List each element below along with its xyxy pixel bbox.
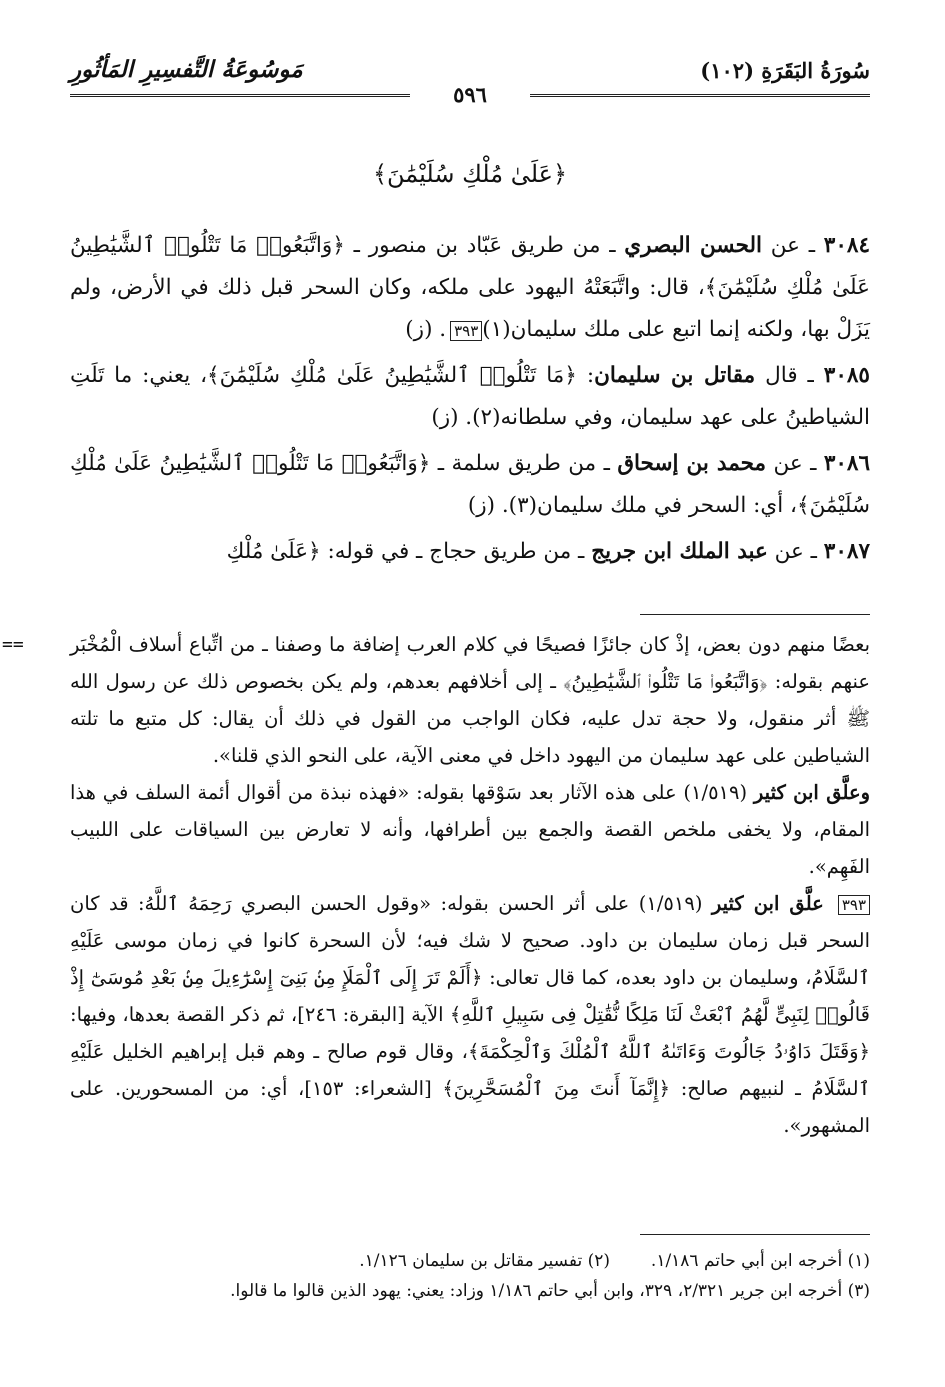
narrator-name: عبد الملك ابن جريج — [591, 539, 768, 564]
entry-3085 — [70, 355, 870, 439]
narrator-name: مقاتل بن سليمان — [594, 363, 756, 388]
entry-number: ٣٠٨٧ — [823, 539, 870, 564]
entry-3086 — [70, 443, 870, 527]
entry-prefix: ـ قال — [755, 363, 824, 388]
header-rule-left — [70, 94, 415, 97]
header-rule-right — [525, 94, 870, 97]
entry-number: ٣٠٨٦ — [823, 451, 871, 476]
commentary-prefix: علَّق — [779, 892, 834, 915]
commentary-block — [2, 626, 871, 1144]
cross-reference-box: ٣٩٣ — [450, 321, 482, 341]
entry-3084 — [70, 225, 870, 351]
book-title: مَوسُوعَةُ التَّفسِيرِ المَأثُورِ — [70, 56, 303, 83]
footnote-3: (٣) أخرجه ابن جرير ٢/٣٢١، ٣٢٩، وابن أبي حاتم ١/١٨٦ وزاد: يعني: يهود الذين قالوا ما قالوا. — [230, 1281, 870, 1301]
entry-prefix: ـ عن — [767, 539, 824, 564]
entry-text: : ﴿مَا تَتْلُوا۟ ٱلشَّيَٰطِينُ عَلَىٰ مُلْكِ سُلَيْمَٰنَ﴾، يعني: ما تَلَتِ الشياطينُ على عهد سليمان، وفي سلطانه(٢). (ز) — [70, 363, 870, 430]
commentator-name: ابن كثير — [711, 892, 780, 915]
page-number: ٥٩٦ — [410, 82, 530, 107]
commentary-paragraph-1: بعضًا منهم دون بعض، إذْ كان جائزًا فصيحًا في كلام العرب إضافة ما وصفنا ـ من اتِّباع أسلاف الْمُخْبَر عنهم بقوله: ﴿وَاتَّبَعُوا۟ مَا تَتْلُوا۟ ٱلشَّيَٰطِينُ﴾ ـ إلى أخلافهم بعدهم، ولم يكن بخصوص ذلك عن رسول الله ﷺ أثر منقول، ولا حجة تدل عليه، فكان الواجب من القول في ذلك أن يقال: كل متبع ما تلته الشياطين على عهد سليمان من اليهود داخل في معنى الآية، على النحو الذي قلنا». — [70, 633, 870, 767]
continuation-marker: == — [2, 634, 24, 655]
entry-text: ـ من طريق سلمة ـ ﴿وَاتَّبَعُوا۟ مَا تَتْلُوا۟ ٱلشَّيَٰطِينُ عَلَىٰ مُلْكِ سُلَيْمَٰنَ﴾، أي: السحر في ملك سليمان(٣). (ز) — [70, 451, 870, 518]
footnote-row — [70, 1246, 870, 1276]
entry-number: ٣٠٨٤ — [823, 233, 870, 258]
section-heading: ﴿عَلَىٰ مُلْكِ سُلَيْمَٰنَ﴾ — [372, 160, 568, 188]
commentary-text: (١/٥١٩) على أثر الحسن بقوله: «وقول الحسن البصري رَحِمَهُ ٱللَّهُ: قد كان السحر قبل زمان سليمان بن داود. صحيح لا شك فيه؛ لأن السحرة كانوا في زمان موسى عَلَيْهِ ٱلسَّلَامُ، وسليمان بن داود بعده، كما قال تعالى: ﴿أَلَمْ تَرَ إِلَى ٱلْمَلَإِ مِنۢ بَنِىٓ إِسْرَٰٓءِيلَ مِنۢ بَعْدِ مُوسَىٰٓ إِذْ قَالُوا۟ لِنَبِىٍّ لَّهُمُ ٱبْعَثْ لَنَا مَلِكًا نُّقَٰتِلْ فِى سَبِيلِ ٱللَّهِ﴾ الآية [البقرة: ٢٤٦]، ثم ذكر القصة بعدها، وفيها: ﴿وَقَتَلَ دَاوُۥدُ جَالُوتَ وَءَاتَىٰهُ ٱللَّهُ ٱلْمُلْكَ وَٱلْحِكْمَةَ﴾، وقال قوم صالح ـ وهم قبل إبراهيم الخليل عَلَيْهِ ٱلسَّلَامُ ـ لنبيهم صالح: ﴿إِنَّمَآ أَنتَ مِنَ ٱلْمُسَحَّرِينَ﴾ [الشعراء: ١٥٣]، أي: من المسحورين. على المشهور». — [70, 892, 871, 1137]
commentary-separator — [640, 614, 870, 615]
commentary-paragraph-3 — [70, 885, 870, 1144]
commentary-text: (١/٥١٩) على هذه الآثار بعد سَوْقها بقوله: «فهذه نبذة من أقوال أئمة السلف في هذا المقام، ولا يخفى ملخص القصة والجمع بين أطرافها، وأنه لا تعارض بين السياقات على اللبيب الفَهِم». — [70, 781, 870, 878]
entry-prefix: ـ عن — [766, 451, 824, 476]
footnotes — [70, 1246, 870, 1306]
footnote-separator — [640, 1234, 870, 1235]
page-header — [70, 52, 870, 107]
narrator-name: الحسن البصري — [624, 233, 762, 258]
commentary-paragraph-2 — [70, 774, 870, 885]
entry-number: ٣٠٨٥ — [823, 363, 870, 388]
entry-prefix: ـ عن — [762, 233, 824, 258]
footnote-1: (١) أخرجه ابن أبي حاتم ١/١٨٦. — [650, 1251, 870, 1271]
commentator-name: ابن كثير — [753, 781, 819, 804]
entry-text: ـ من طريق عَبّاد بن منصور ـ ﴿وَاتَّبَعُوا۟ مَا تَتْلُوا۟ ٱلشَّيَٰطِينُ عَلَىٰ مُلْكِ سُلَيْمَٰنَ﴾، قال: واتَّبَعَتْهُ اليهود على ملكه، وكان السحر قبل ذلك في الأرض، ولم يَزَلْ بها، ولكنه إنما اتبع على ملك سليمان(١) — [70, 233, 870, 342]
surah-title: سُورَةُ البَقَرَةِ (١٠٢) — [700, 58, 870, 83]
narrator-name: محمد بن إسحاق — [617, 451, 767, 476]
entry-tail: . (ز) — [405, 317, 447, 342]
commentary-prefix: وعلَّق — [818, 781, 870, 804]
entry-3087 — [70, 531, 870, 573]
main-text — [70, 225, 870, 577]
entry-text: ـ من طريق حجاج ـ في قوله: ﴿عَلَىٰ مُلْكِ — [226, 539, 592, 564]
footnote-2: (٢) تفسير مقاتل بن سليمان ١/١٢٦. — [359, 1251, 610, 1271]
cross-reference-box: ٣٩٣ — [838, 895, 870, 915]
